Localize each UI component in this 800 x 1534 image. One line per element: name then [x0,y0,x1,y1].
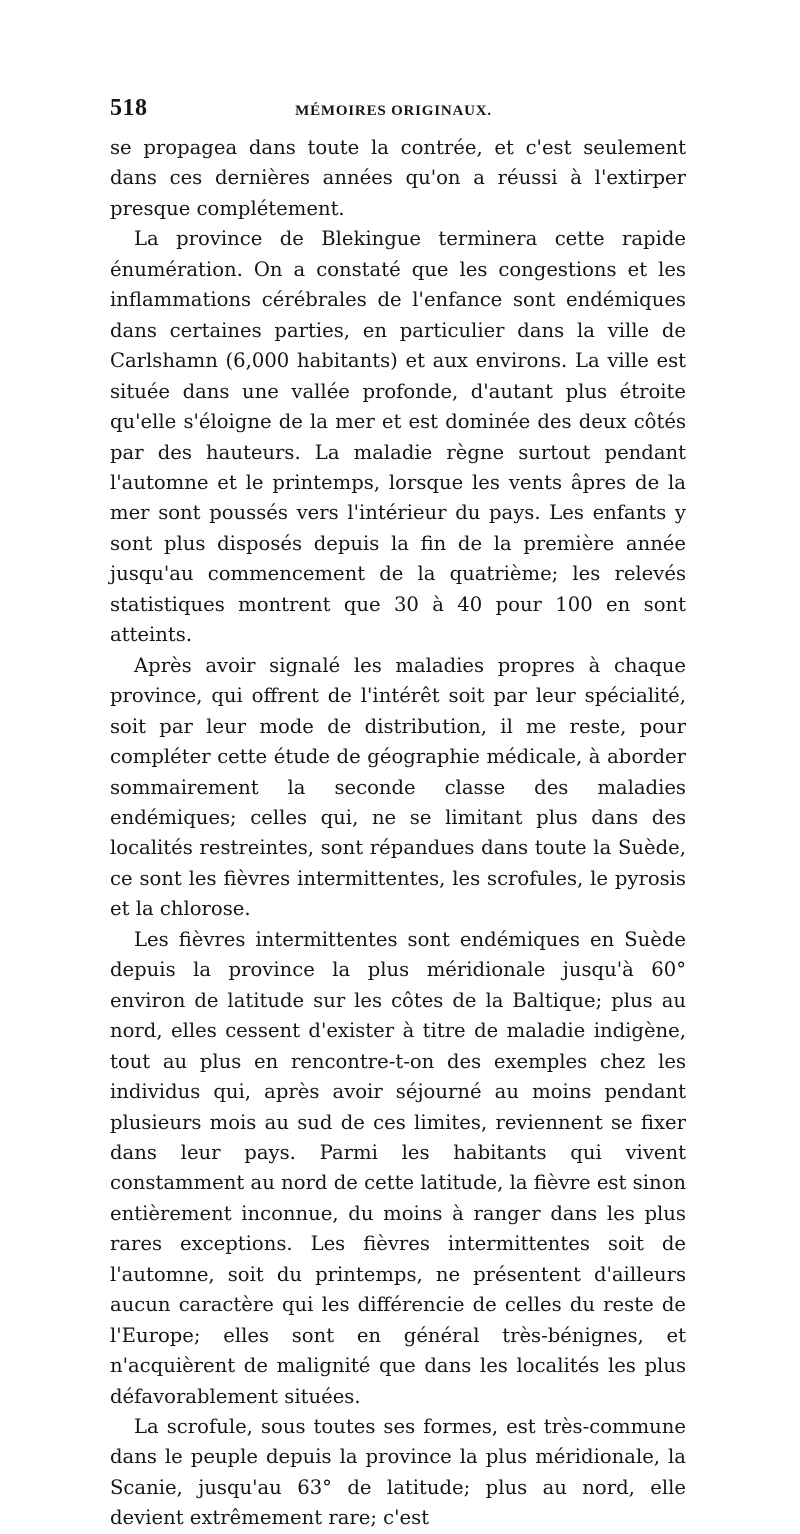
running-title: MÉMOIRES ORIGINAUX. [295,103,492,119]
paragraph-intermittent-fevers: Les fièvres intermittentes sont endémiques en Suède depuis la province la plus méridionale jusqu'à 60° environ de latitude sur les côtes de la Baltique; plus au nord, elles cessent d'exister à titre de maladie indigène, tout au plus en rencontre-t-on des exemples chez les individus qui, après avoir séjourné au moins pendant plusieurs mois au sud de ces limites, reviennent se fixer dans leur pays. Parmi les habitants qui vivent constamment au nord de cette latitude, la fièvre est sinon entièrement inconnue, du moins à ranger dans les plus rares exceptions. Les fièvres intermittentes soit de l'automne, soit du printemps, ne présentent d'ailleurs aucun caractère qui les différencie de celles du reste de l'Europe; elles sont en général très-bénignes, et n'acquièrent de malignité que dans les localités les plus défavorablement situées. [110,927,686,1408]
paragraph-endemic-diseases: Après avoir signalé les maladies propres à chaque province, qui offrent de l'intérêt soit par leur spécialité, soit par leur mode de distribution, il me reste, pour compléter cette étude de géographie médicale, à aborder sommairement la seconde classe des maladies endémiques; celles qui, ne se limitant plus dans des localités restreintes, sont répandues dans toute la Suède, ce sont les fièvres intermittentes, les scrofules, le pyrosis et la chlorose. [110,653,686,921]
page-number: 518 [110,95,148,121]
body-text [110,133,686,1534]
paragraph-blekingue: La province de Blekingue terminera cette rapide énumération. On a constaté que les congestions et les inflammations cérébrales de l'enfance sont endémiques dans certaines parties, en particulier dans la ville de Carlshamn (6,000 habitants) et aux environs. La ville est située dans une vallée profonde, d'autant plus étroite qu'elle s'éloigne de la mer et est dominée des deux côtés par des hauteurs. La maladie règne surtout pendant l'automne et le printemps, lorsque les vents âpres de la mer sont poussés vers l'intérieur du pays. Les enfants y sont plus disposés depuis la fin de la première année jusqu'au commencement de la quatrième; les relevés statistiques montrent que 30 à 40 pour 100 en sont atteints. [110,227,686,647]
paragraph-scrofula: La scrofule, sous toutes ses formes, est très-commune dans le peuple depuis la province la plus méridionale, la Scanie, jusqu'au 63° de latitude; plus au nord, elle devient extrêmement rare; c'est [110,1415,686,1530]
book-page [110,95,686,1534]
paragraph-continuation: se propagea dans toute la contrée, et c'est seulement dans ces dernières années qu'on a réussi à l'extirper presque complétement. [110,136,686,220]
page-header [110,95,686,133]
